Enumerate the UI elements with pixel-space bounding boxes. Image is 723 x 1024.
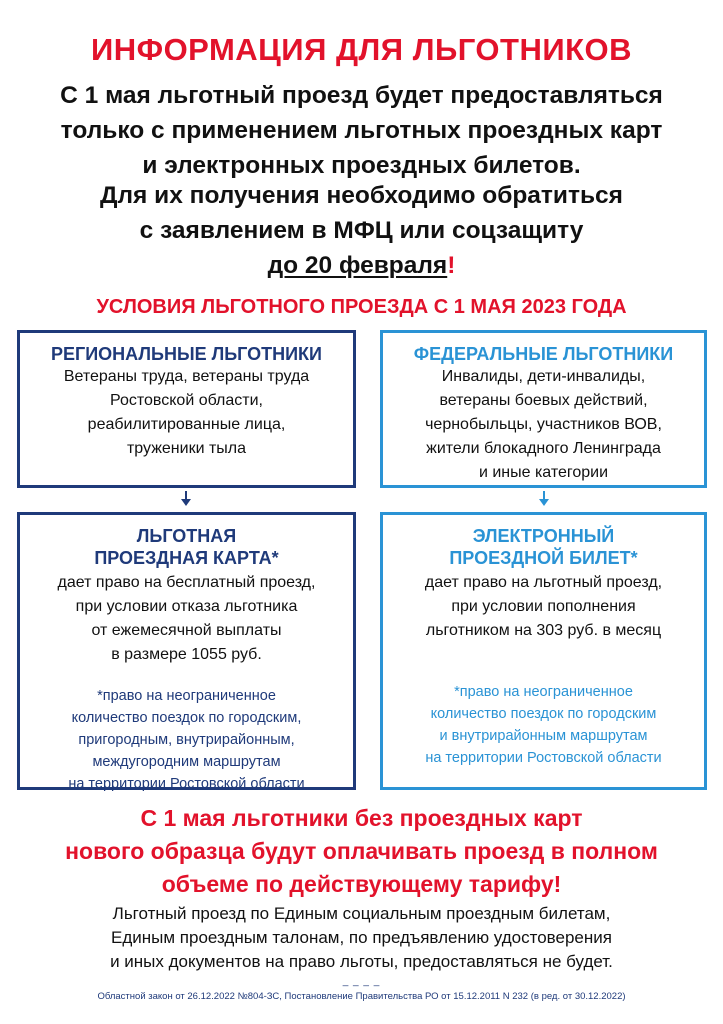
regional-line: реабилитированные лица, [87,416,286,433]
regional-line: Ростовской области, [110,392,263,409]
regional-heading: РЕГИОНАЛЬНЫЕ ЛЬГОТНИКИ [51,344,322,364]
card-heading-line: ЛЬГОТНАЯ [136,526,237,546]
final-line: Льготный проезд по Единым социальным проездным билетам, [112,904,611,923]
legal-footnote: Областной закон от 26.12.2022 №804-ЗС, Постановление Правительства РО от 15.12.2011 N 232 (в ред. от 30.12.2022) [97,991,626,1002]
warning-line: нового образца будут оплачивать проезд в полном [65,838,658,864]
federal-line: Инвалиды, дети-инвалиды, [441,368,646,385]
conditions-heading: УСЛОВИЯ ЛЬГОТНОГО ПРОЕЗДА С 1 МАЯ 2023 ГОДА [96,296,627,318]
ticket-description [383,571,704,643]
ticket-note-line: на территории Ростовской области [425,750,662,766]
instructions-text [0,178,723,283]
federal-line: ветераны боевых действий, [439,392,648,409]
deadline-text: до 20 февраля [267,252,448,279]
separator-dashes: _ _ _ _ [342,976,381,987]
regional-beneficiaries-box [17,330,356,488]
card-line: от ежемесячной выплаты [91,622,282,639]
deadline-exclamation: ! [447,252,456,279]
intro-line: С 1 мая льготный проезд будет предоставляться [60,82,663,109]
warning-line: объеме по действующему тарифу! [161,871,562,897]
card-note-line: количество поездок по городским, [71,710,302,726]
arrow-down-icon [543,491,545,500]
card-footnote [20,685,353,795]
warning-text [0,802,723,901]
ticket-note-line: количество поездок по городским [430,706,657,722]
card-line: при условии отказа льготника [75,598,298,615]
page-title: ИНФОРМАЦИЯ ДЛЯ ЛЬГОТНИКОВ [90,32,633,67]
arrow-down-icon [185,491,187,500]
final-notice [0,902,723,974]
intro-line: и электронных проездных билетов. [142,152,581,179]
federal-description [383,365,704,485]
card-note-line: *право на неограниченное [97,688,276,704]
ticket-note-line: и внутрирайонным маршрутам [439,728,648,744]
ticket-heading [383,525,704,569]
instructions-prefix: с заявлением в [139,217,334,244]
electronic-ticket-box [380,512,707,790]
card-note-line: на территории Ростовской области [68,776,305,792]
card-note-line: пригородным, внутрирайонным, [78,732,295,748]
final-line: и иных документов на право льготы, предоставляться не будет. [110,952,613,971]
regional-description [20,365,353,461]
ticket-heading-line: ЭЛЕКТРОННЫЙ [472,526,615,546]
ticket-line: льготником на 303 руб. в месяц [425,622,662,639]
card-description [20,571,353,667]
benefit-card-box [17,512,356,790]
ticket-note-line: *право на неограниченное [454,684,633,700]
federal-heading: ФЕДЕРАЛЬНЫЕ ЛЬГОТНИКИ [413,344,674,364]
card-line: в размере 1055 руб. [111,646,262,663]
regional-line: труженики тыла [126,440,247,457]
intro-line: только с применением льготных проездных карт [60,117,663,144]
ticket-line: дает право на льготный проезд, [424,574,663,591]
instructions-line: Для их получения необходимо обратиться [100,182,623,209]
mfc-text: МФЦ или соцзащиту [333,217,584,244]
card-note-line: междугородним маршрутам [92,754,281,770]
instructions-line [0,213,723,248]
card-line: дает право на бесплатный проезд, [57,574,316,591]
ticket-heading-line: ПРОЕЗДНОЙ БИЛЕТ* [449,548,638,568]
federal-line: жители блокадного Ленинграда [426,440,661,457]
ticket-footnote [383,681,704,769]
federal-line: и иные категории [478,464,609,481]
card-heading [20,525,353,569]
card-heading-line: ПРОЕЗДНАЯ КАРТА* [94,548,279,568]
federal-line: чернобыльцы, участников ВОВ, [425,416,662,433]
regional-line: Ветераны труда, ветераны труда [63,368,310,385]
ticket-line: при условии пополнения [451,598,636,615]
warning-line: С 1 мая льготники без проездных карт [140,805,583,831]
federal-beneficiaries-box [380,330,707,488]
final-line: Единым проездным талонам, по предъявлению удостоверения [111,928,612,947]
intro-text [0,78,723,183]
deadline-line [0,248,723,283]
